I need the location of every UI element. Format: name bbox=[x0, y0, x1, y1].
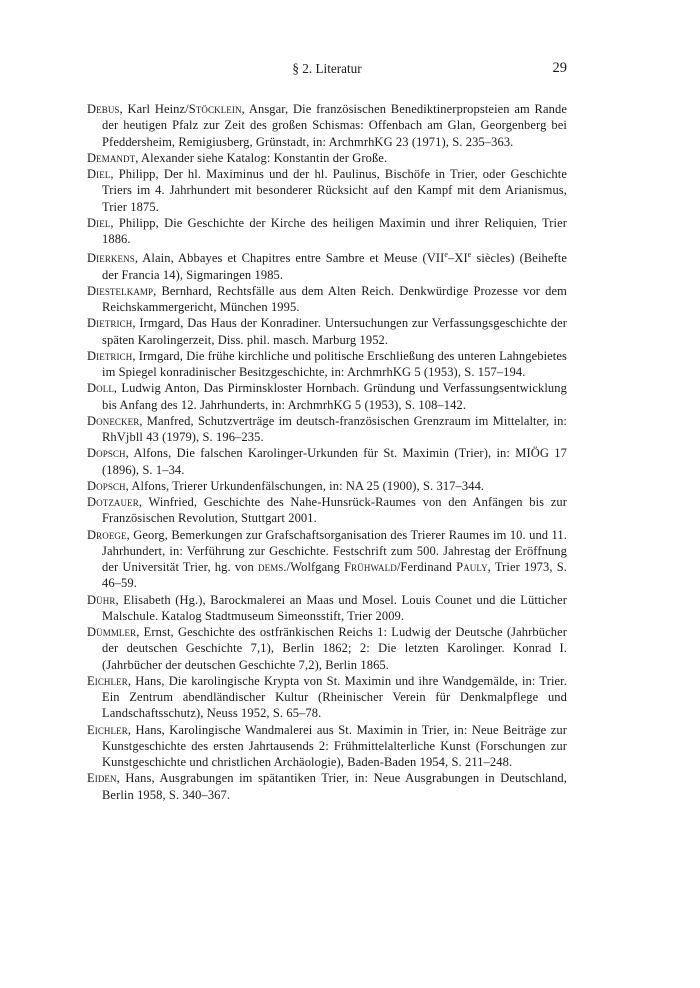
entry-text-rest: siècles) (Beihefte der Francia 14), Sigmaringen 1985. bbox=[102, 251, 567, 282]
entry-author: Dotzauer bbox=[87, 495, 139, 510]
entry-author: Dietrich bbox=[87, 348, 133, 363]
entry-text: , Alfons, Trierer Urkundenfälschungen, in: NA 25 (1900), S. 317–344. bbox=[125, 478, 485, 493]
entry-text: , Hans, Karolingische Wandmalerei aus St. Maximin in Trier, in: Neue Beiträge zur Kunstgeschichte des ersten Jahrtausends 2: Frühmittelalterliche Kunst (Forschungen zur Kunstgeschichte und christlichen Archäologie), Baden-Baden 1954, S. 211–248. bbox=[102, 722, 567, 770]
entry-author: Diestelkamp bbox=[87, 283, 154, 298]
entry-editor: Frühwald bbox=[344, 560, 397, 575]
entry-author: Dümmler bbox=[87, 625, 137, 640]
entry-text: , Philipp, Die Geschichte der Kirche des heiligen Maximin und ihrer Reliquien, Trier 1886. bbox=[102, 215, 567, 246]
entry-editor: Pauly bbox=[456, 560, 488, 575]
bibliography-list bbox=[87, 101, 567, 803]
entry-text: , Georg, Bemerkungen zur Grafschaftsorganisation des Trierer Raumes im 10. und 11. Jahrhundert, in: Verführung zur Geschichte. Festschrift zum 500. Jahrestag der Eröffnung der Universität Trier, hg. von bbox=[102, 527, 567, 575]
entry-text-rest: , Trier 1973, S. 46–59. bbox=[102, 560, 567, 591]
entry-author: Debus bbox=[87, 102, 120, 116]
entry-text: , Ernst, Geschichte des ostfränkischen Reichs 1: Ludwig der Deutsche (Jahrbücher der deutschen Geschichte 7,1), Berlin 1862; 2: Die letzten Karolinger. Konrad I. (Jahrbücher der deutschen Geschichte 7,2), Berlin 1865. bbox=[102, 625, 567, 672]
entry-author: Dierkens bbox=[87, 251, 135, 266]
entry-text: , Elisabeth (Hg.), Barockmalerei an Maas und Mosel. Louis Counet und die Lütticher Malschule. Katalog Stadtmuseum Simeonsstift, Trier 2009. bbox=[102, 592, 567, 623]
entry-author: Diel bbox=[87, 215, 111, 230]
entry-author: Demandt bbox=[87, 150, 136, 165]
bibliography-entry bbox=[87, 166, 567, 215]
entry-author: Eichler bbox=[87, 673, 128, 688]
bibliography-entry bbox=[87, 215, 567, 248]
entry-author: Eichler bbox=[87, 722, 128, 737]
entry-author: Donecker bbox=[87, 413, 140, 428]
bibliography-entry bbox=[87, 722, 567, 771]
running-title: § 2. Literatur bbox=[292, 61, 362, 76]
entry-text: , Irmgard, Das Haus der Konradiner. Untersuchungen zur Verfassungsgeschichte der späten Karolingerzeit, Diss. phil. masch. Marburg 1952. bbox=[102, 316, 567, 347]
entry-author: Dopsch bbox=[87, 446, 126, 461]
superscript-e: e bbox=[467, 250, 472, 260]
entry-text: , Philipp, Der hl. Maximinus und der hl. Paulinus, Bischöfe in Trier, oder Geschichte Triers im 4. Jahrhundert mit besonderer Rücksicht auf den Kampf mit dem Arianismus, Trier 1875. bbox=[102, 167, 567, 214]
bibliography-entry bbox=[87, 478, 567, 494]
bibliography-entry bbox=[87, 150, 567, 166]
entry-author: Eiden bbox=[87, 771, 117, 786]
entry-author: Droege bbox=[87, 527, 127, 542]
entry-author: Doll bbox=[87, 381, 114, 396]
entry-author: Diel bbox=[87, 167, 111, 181]
bibliography-entry bbox=[87, 247, 567, 283]
entry-text: , Karl Heinz/ bbox=[119, 102, 189, 116]
entry-text: , Irmgard, Die frühe kirchliche und politische Erschließung des unteren Lahngebietes im Spiegel konradinischer Besitzgeschichte, in: ArchmrhKG 5 (1953), S. 157–194. bbox=[102, 348, 567, 380]
entry-text: /Wolfgang bbox=[286, 560, 345, 575]
bibliography-entry bbox=[87, 592, 567, 625]
bibliography-entry bbox=[87, 413, 567, 446]
bibliography-entry bbox=[87, 380, 567, 413]
entry-text-rest: , Ansgar, Die französischen Benediktinerpropsteien am Rande der heutigen Pfalz zur Zeit des großen Schismas: Offenbach am Glan, Georgenberg bei Pfeddersheim, Remigiusberg, Grünstadt, in: ArchmrhKG 23 (1971), S. 235–363. bbox=[102, 102, 567, 149]
page-number: 29 bbox=[552, 60, 567, 76]
entry-text: , Alain, Abbayes et Chapitres entre Sambre et Meuse (VII bbox=[134, 251, 445, 266]
entry-text: , Alfons, Die falschen Karolinger-Urkunden für St. Maximin (Trier), in: MIÖG 17 (1896), S. 1–34. bbox=[102, 446, 567, 477]
entry-editor: dems. bbox=[258, 560, 287, 575]
entry-text: , Manfred, Schutzverträge im deutsch-französischen Grenzraum im Mittelalter, in: RhVjbll 43 (1979), S. 196–235. bbox=[102, 413, 567, 445]
bibliography-entry bbox=[87, 494, 567, 527]
entry-text: , Ludwig Anton, Das Pirminskloster Hornbach. Gründung und Verfassungsentwicklung bis Anfang des 12. Jahrhunderts, in: ArchmrhKG 5 (1953), S. 108–142. bbox=[102, 381, 567, 412]
bibliography-entry bbox=[87, 624, 567, 673]
superscript-e: e bbox=[444, 250, 449, 260]
bibliography-entry bbox=[87, 770, 567, 803]
bibliography-entry bbox=[87, 445, 567, 478]
entry-author: Dopsch bbox=[87, 478, 126, 493]
entry-text: , Hans, Die karolingische Krypta von St. Maximin und ihre Wandgemälde, in: Trier. Ein Zentrum abendländischer Kultur (Rheinischer Verein für Denkmalpflege und Landschaftsschutz), Neuss 1952, S. 65–78. bbox=[102, 673, 567, 721]
bibliography-entry bbox=[87, 101, 567, 150]
bibliography-entry bbox=[87, 527, 567, 592]
bibliography-entry bbox=[87, 315, 567, 348]
entry-text: , Alexander siehe Katalog: Konstantin der Große. bbox=[135, 150, 388, 165]
entry-coauthor: Stöcklein bbox=[188, 102, 242, 116]
entry-text-mid: –XI bbox=[448, 251, 468, 266]
bibliography-entry bbox=[87, 283, 567, 316]
entry-text: , Hans, Ausgrabungen im spätantiken Trier, in: Neue Ausgrabungen in Deutschland, Berlin 1958, S. 340–367. bbox=[102, 771, 567, 802]
bibliography-entry bbox=[87, 348, 567, 381]
book-page bbox=[87, 0, 567, 988]
bibliography-entry bbox=[87, 673, 567, 722]
entry-text: , Winfried, Geschichte des Nahe-Hunsrück-Raumes von den Anfängen bis zur Französischen Revolution, Stuttgart 2001. bbox=[102, 495, 567, 526]
running-header bbox=[87, 61, 567, 81]
entry-author: Dietrich bbox=[87, 316, 133, 331]
entry-author: Dühr bbox=[87, 592, 116, 607]
entry-text: /Ferdinand bbox=[396, 560, 457, 575]
entry-text: , Bernhard, Rechtsfälle aus dem Alten Reich. Denkwürdige Prozesse vor dem Reichskammergericht, München 1995. bbox=[102, 283, 567, 315]
